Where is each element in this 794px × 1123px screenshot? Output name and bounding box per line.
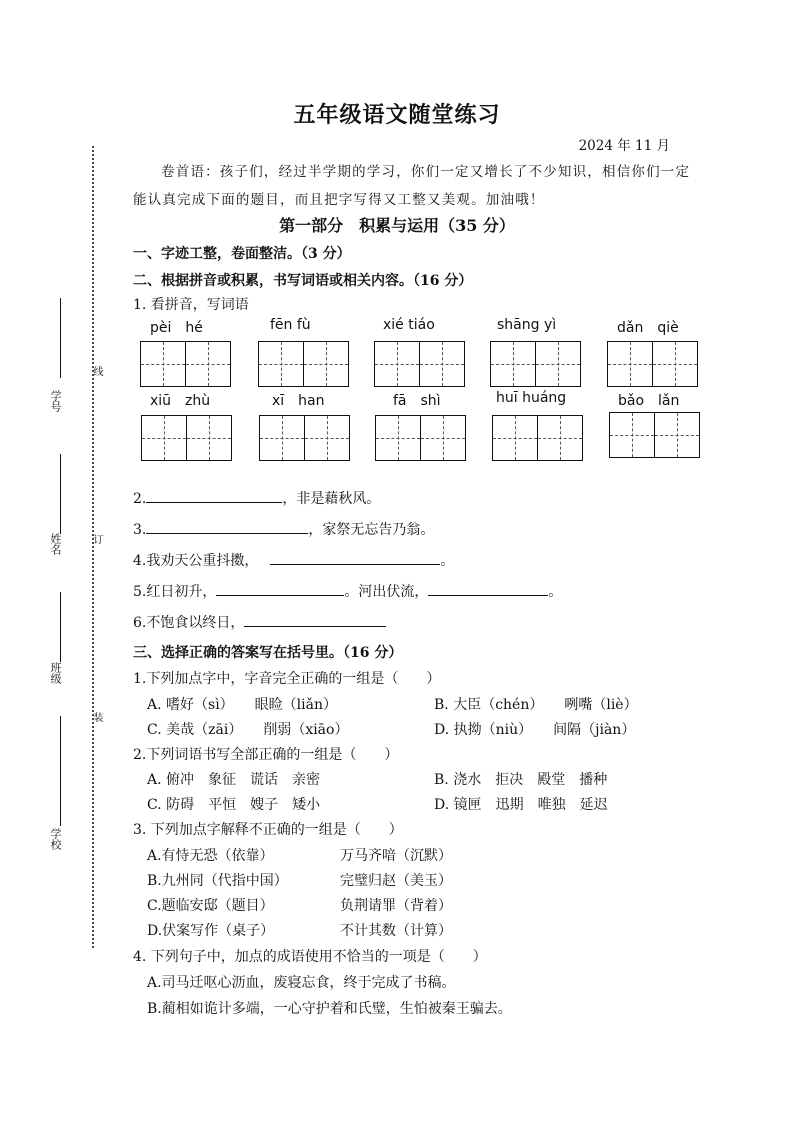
- school-label: 学校: [49, 828, 62, 850]
- pinyin-label: dǎn qiè: [617, 320, 679, 336]
- question-2: [133, 488, 380, 508]
- answer-blank[interactable]: [270, 550, 440, 565]
- question-6: [133, 612, 386, 632]
- q4-end: 。: [440, 553, 455, 569]
- writing-grid[interactable]: [609, 412, 700, 458]
- writing-grid[interactable]: [140, 341, 231, 387]
- q3-number: 3.: [133, 522, 147, 538]
- writing-grid[interactable]: [259, 415, 350, 461]
- question-1-prompt: 1. 看拼音，写词语: [133, 297, 249, 313]
- mc-question-4: 4. 下列句子中，加点的成语使用不恰当的一项是（ ）: [133, 949, 487, 965]
- mc-option-c[interactable]: C. 防碍 平恒 嫂子 矮小: [147, 797, 321, 813]
- answer-blank[interactable]: [216, 581, 344, 596]
- mc-option-c[interactable]: C. 美哉（zāi） 削弱（xiāo）: [147, 722, 349, 738]
- exam-date: 2024 年 11 月: [578, 138, 670, 154]
- mc-option-d[interactable]: D. 镜匣 迅期 唯独 延迟: [434, 797, 608, 813]
- binding-mark-line: 线: [91, 366, 102, 376]
- question-5: [133, 581, 562, 601]
- writing-grid[interactable]: [258, 341, 349, 387]
- student-no-label: 学号: [49, 390, 62, 412]
- pinyin-label: fēn fù: [270, 317, 311, 333]
- binding-dotted-line: [92, 146, 94, 948]
- pinyin-label: xié tiáo: [383, 317, 435, 333]
- writing-grid[interactable]: [607, 341, 698, 387]
- student-no-line[interactable]: [60, 298, 61, 378]
- mc-option-c-pair: 负荆请罪（背着）: [340, 898, 452, 914]
- intro-text: 卷首语：孩子们，经过半学期的学习，你们一定又增长了不少知识，相信你们一定能认真完成下面的题目，而且把字写得又工整又美观。加油哦！: [133, 164, 691, 208]
- binding-mark-zhuang: 装: [91, 712, 102, 722]
- name-line[interactable]: [60, 454, 61, 534]
- question-3: [133, 519, 434, 539]
- writing-grid[interactable]: [492, 415, 583, 461]
- part-heading: 第一部分 积累与运用（35 分）: [279, 216, 515, 235]
- mc-option-d[interactable]: D.伏案写作（桌子）: [147, 923, 275, 939]
- mc-option-a[interactable]: A.有恃无恐（依靠）: [147, 848, 274, 864]
- class-line[interactable]: [60, 592, 61, 662]
- pinyin-label: huī huáng: [496, 390, 567, 406]
- section-1-heading: 一、字迹工整，卷面整洁。（3 分）: [133, 246, 351, 262]
- q2-number: 2.: [133, 491, 147, 507]
- answer-blank[interactable]: [146, 519, 308, 534]
- q3-text: ，家祭无忘告乃翁。: [308, 522, 435, 538]
- q5-end: 。: [548, 584, 563, 600]
- writing-grid[interactable]: [490, 341, 581, 387]
- mc-option-a-pair: 万马齐喑（沉默）: [340, 848, 452, 864]
- mc-option-b[interactable]: B.蔺相如诡计多端，一心守护着和氏璧，生怕被秦王骗去。: [147, 1001, 512, 1017]
- q5-mid: 。河出伏流，: [344, 584, 429, 600]
- question-4: [133, 550, 454, 570]
- writing-grid[interactable]: [374, 341, 465, 387]
- mc-question-2: 2.下列词语书写全部正确的一组是（ ）: [133, 747, 399, 763]
- q6-text: 6.不饱食以终日，: [133, 615, 245, 631]
- pinyin-label: shāng yì: [497, 317, 557, 333]
- pinyin-label: bǎo lǎn: [618, 393, 680, 409]
- writing-grid[interactable]: [375, 415, 466, 461]
- q5-text: 5.红日初升，: [133, 584, 217, 600]
- class-label: 班级: [49, 662, 62, 684]
- answer-blank[interactable]: [244, 612, 386, 627]
- pinyin-label: pèi hé: [150, 320, 203, 336]
- mc-question-3: 3. 下列加点字解释不正确的一组是（ ）: [133, 822, 403, 838]
- q4-text: 4.我劝天公重抖擞，: [133, 553, 259, 569]
- mc-option-d[interactable]: D. 执拗（niù） 间隔（jiàn）: [434, 722, 636, 738]
- school-line[interactable]: [60, 716, 61, 826]
- answer-blank[interactable]: [146, 488, 282, 503]
- mc-option-d-pair: 不计其数（计算）: [340, 923, 452, 939]
- name-label: 姓名: [49, 533, 62, 555]
- writing-grid[interactable]: [141, 415, 232, 461]
- pinyin-label: fā shì: [393, 393, 441, 409]
- section-3-heading: 三、选择正确的答案写在括号里。（16 分）: [133, 645, 403, 661]
- mc-option-b[interactable]: B. 浇水 拒决 殿堂 播种: [434, 772, 608, 788]
- mc-option-c[interactable]: C.题临安邸（题目）: [147, 898, 274, 914]
- mc-question-1: 1.下列加点字中，字音完全正确的一组是（ ）: [133, 671, 441, 687]
- binding-mark-ding: 订: [91, 534, 102, 544]
- q2-text: ，非是藉秋风。: [282, 491, 381, 507]
- mc-option-b[interactable]: B.九州同（代指中国）: [147, 873, 288, 889]
- answer-blank[interactable]: [428, 581, 548, 596]
- mc-option-a[interactable]: A. 俯冲 象征 谎话 亲密: [147, 772, 321, 788]
- pinyin-label: xiū zhù: [150, 393, 211, 409]
- intro-paragraph: [133, 158, 703, 214]
- section-2-heading: 二、根据拼音或积累，书写词语或相关内容。（16 分）: [133, 273, 473, 289]
- mc-option-b-pair: 完璧归赵（美玉）: [340, 873, 452, 889]
- mc-option-a[interactable]: A.司马迁呕心沥血，废寝忘食，终于完成了书稿。: [147, 975, 456, 991]
- pinyin-label: xī han: [272, 393, 325, 409]
- mc-option-b[interactable]: B. 大臣（chén） 咧嘴（liè）: [434, 697, 638, 713]
- page-title: 五年级语文随堂练习: [293, 102, 501, 128]
- mc-option-a[interactable]: A. 嗜好（sì） 眼睑（liǎn）: [147, 697, 337, 713]
